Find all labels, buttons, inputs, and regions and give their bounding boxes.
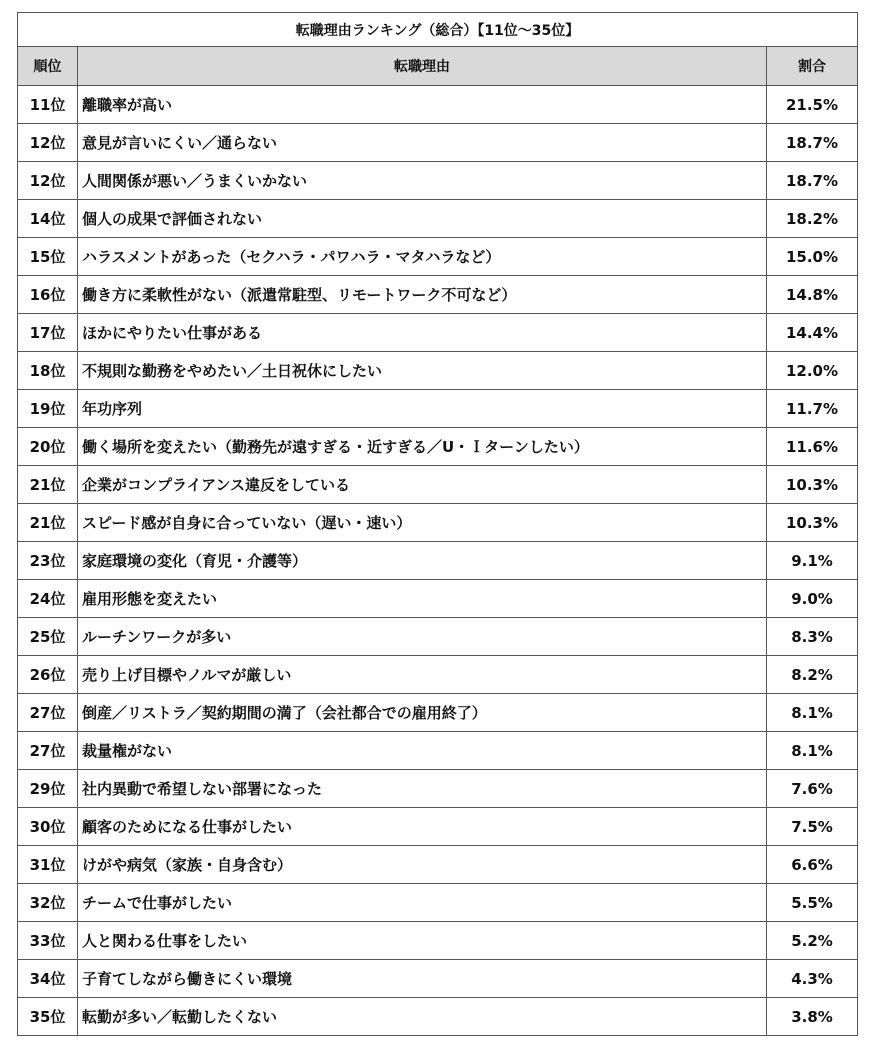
reason-cell: 人間関係が悪い／うまくいかない: [78, 162, 767, 200]
reason-cell: 社内異動で希望しない部署になった: [78, 770, 767, 808]
percent-cell: 3.8%: [767, 998, 858, 1036]
rank-cell: 32位: [18, 884, 78, 922]
reason-cell: 雇用形態を変えたい: [78, 580, 767, 618]
table-row: [18, 390, 858, 428]
percent-cell: 6.6%: [767, 846, 858, 884]
rank-cell: 20位: [18, 428, 78, 466]
rank-cell: 19位: [18, 390, 78, 428]
rank-cell: 12位: [18, 162, 78, 200]
percent-cell: 8.2%: [767, 656, 858, 694]
table-row: [18, 276, 858, 314]
table-row: [18, 352, 858, 390]
percent-cell: 14.4%: [767, 314, 858, 352]
percent-cell: 11.6%: [767, 428, 858, 466]
reason-cell: 年功序列: [78, 390, 767, 428]
table-row: [18, 200, 858, 238]
table-row: [18, 998, 858, 1036]
rank-cell: 21位: [18, 466, 78, 504]
ranking-table: [17, 12, 858, 1036]
rank-cell: 27位: [18, 732, 78, 770]
percent-cell: 5.2%: [767, 922, 858, 960]
reason-cell: チームで仕事がしたい: [78, 884, 767, 922]
reason-cell: 意見が言いにくい／通らない: [78, 124, 767, 162]
table-row: [18, 542, 858, 580]
percent-cell: 10.3%: [767, 466, 858, 504]
table-row: [18, 580, 858, 618]
reason-cell: 子育てしながら働きにくい環境: [78, 960, 767, 998]
table-row: [18, 960, 858, 998]
rank-cell: 23位: [18, 542, 78, 580]
percent-cell: 18.2%: [767, 200, 858, 238]
table-row: [18, 694, 858, 732]
rank-cell: 34位: [18, 960, 78, 998]
reason-cell: 不規則な勤務をやめたい／土日祝休にしたい: [78, 352, 767, 390]
reason-cell: 裁量権がない: [78, 732, 767, 770]
table-row: [18, 466, 858, 504]
percent-cell: 18.7%: [767, 124, 858, 162]
table-title: 転職理由ランキング（総合）【11位～35位】: [18, 13, 858, 47]
rank-cell: 24位: [18, 580, 78, 618]
percent-cell: 14.8%: [767, 276, 858, 314]
rank-cell: 21位: [18, 504, 78, 542]
percent-cell: 8.1%: [767, 732, 858, 770]
rank-cell: 25位: [18, 618, 78, 656]
table-row: [18, 314, 858, 352]
table-row: [18, 428, 858, 466]
rank-cell: 17位: [18, 314, 78, 352]
table-row: [18, 732, 858, 770]
percent-cell: 11.7%: [767, 390, 858, 428]
table-row: [18, 656, 858, 694]
table-row: [18, 884, 858, 922]
percent-cell: 5.5%: [767, 884, 858, 922]
table-row: [18, 504, 858, 542]
reason-cell: 転勤が多い／転勤したくない: [78, 998, 767, 1036]
percent-cell: 4.3%: [767, 960, 858, 998]
title-row: [18, 13, 858, 47]
percent-cell: 15.0%: [767, 238, 858, 276]
table-row: [18, 922, 858, 960]
percent-cell: 9.0%: [767, 580, 858, 618]
reason-cell: けがや病気（家族・自身含む）: [78, 846, 767, 884]
table-row: [18, 86, 858, 124]
reason-cell: 人と関わる仕事をしたい: [78, 922, 767, 960]
reason-cell: ハラスメントがあった（セクハラ・パワハラ・マタハラなど）: [78, 238, 767, 276]
table-row: [18, 618, 858, 656]
rank-cell: 16位: [18, 276, 78, 314]
header-rank: 順位: [18, 47, 78, 86]
rank-cell: 31位: [18, 846, 78, 884]
header-percent: 割合: [767, 47, 858, 86]
reason-cell: スピード感が自身に合っていない（遅い・速い）: [78, 504, 767, 542]
percent-cell: 7.6%: [767, 770, 858, 808]
rank-cell: 18位: [18, 352, 78, 390]
percent-cell: 7.5%: [767, 808, 858, 846]
reason-cell: 離職率が高い: [78, 86, 767, 124]
rank-cell: 30位: [18, 808, 78, 846]
table-row: [18, 162, 858, 200]
table-row: [18, 238, 858, 276]
table-row: [18, 124, 858, 162]
rank-cell: 12位: [18, 124, 78, 162]
reason-cell: ほかにやりたい仕事がある: [78, 314, 767, 352]
rank-cell: 26位: [18, 656, 78, 694]
rank-cell: 29位: [18, 770, 78, 808]
percent-cell: 9.1%: [767, 542, 858, 580]
header-row: [18, 47, 858, 86]
rank-cell: 14位: [18, 200, 78, 238]
rank-cell: 35位: [18, 998, 78, 1036]
reason-cell: ルーチンワークが多い: [78, 618, 767, 656]
table-row: [18, 808, 858, 846]
reason-cell: 倒産／リストラ／契約期間の満了（会社都合での雇用終了）: [78, 694, 767, 732]
reason-cell: 個人の成果で評価されない: [78, 200, 767, 238]
reason-cell: 売り上げ目標やノルマが厳しい: [78, 656, 767, 694]
percent-cell: 21.5%: [767, 86, 858, 124]
reason-cell: 顧客のためになる仕事がしたい: [78, 808, 767, 846]
percent-cell: 18.7%: [767, 162, 858, 200]
table-row: [18, 846, 858, 884]
rank-cell: 33位: [18, 922, 78, 960]
percent-cell: 10.3%: [767, 504, 858, 542]
reason-cell: 企業がコンプライアンス違反をしている: [78, 466, 767, 504]
table-body: [18, 86, 858, 1036]
percent-cell: 12.0%: [767, 352, 858, 390]
rank-cell: 27位: [18, 694, 78, 732]
reason-cell: 家庭環境の変化（育児・介護等）: [78, 542, 767, 580]
percent-cell: 8.1%: [767, 694, 858, 732]
table-row: [18, 770, 858, 808]
reason-cell: 働く場所を変えたい（勤務先が遠すぎる・近すぎる／U・Ｉターンしたい）: [78, 428, 767, 466]
rank-cell: 11位: [18, 86, 78, 124]
reason-cell: 働き方に柔軟性がない（派遣常駐型、リモートワーク不可など）: [78, 276, 767, 314]
percent-cell: 8.3%: [767, 618, 858, 656]
rank-cell: 15位: [18, 238, 78, 276]
header-reason: 転職理由: [78, 47, 767, 86]
